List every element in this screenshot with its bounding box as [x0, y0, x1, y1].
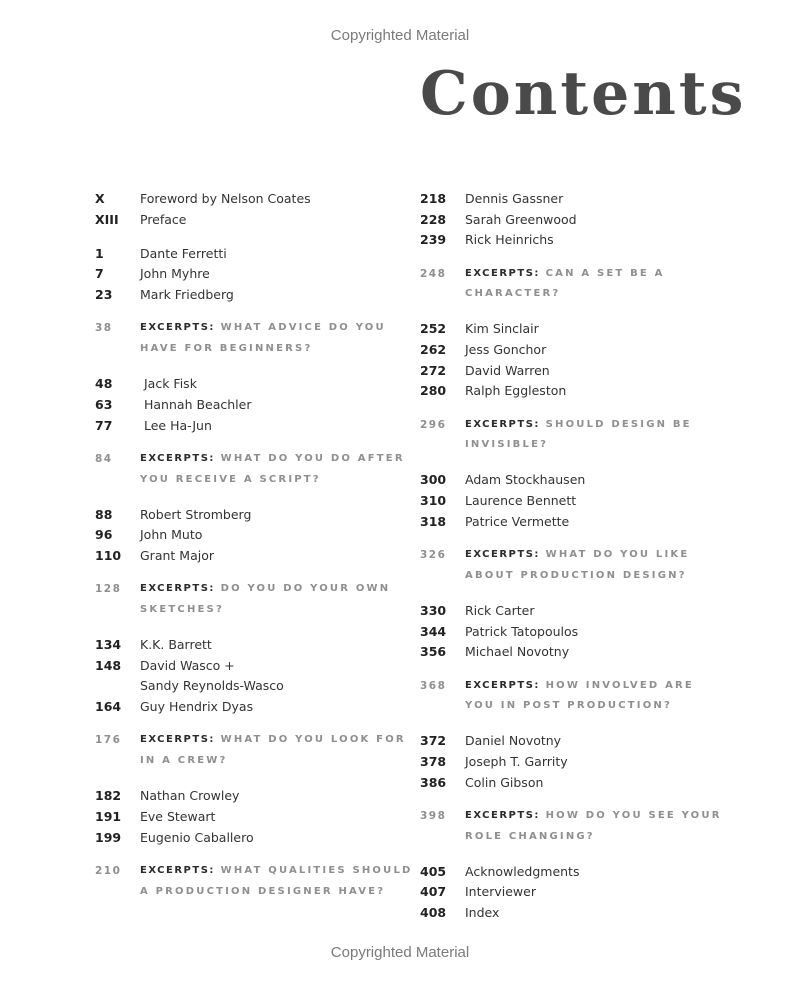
toc-group [95, 785, 405, 847]
entry-title: Foreword by Nelson Coates [140, 190, 311, 206]
toc-entry[interactable] [95, 806, 405, 827]
toc-excerpt[interactable] [420, 676, 720, 717]
entry-title: Preface [140, 211, 187, 227]
page-number: 280 [420, 383, 447, 399]
excerpt-title-line2: INVISIBLE? [465, 439, 549, 451]
toc-entry[interactable] [95, 373, 405, 394]
toc-entry[interactable] [420, 751, 720, 772]
toc-entry[interactable] [95, 827, 405, 848]
entry-title: Robert Stromberg [140, 506, 252, 522]
toc-group [420, 861, 720, 923]
copyright-watermark-bottom: Copyrighted Material [330, 944, 470, 961]
page-number: 96 [95, 527, 113, 543]
entry-title: Joseph T. Garrity [465, 753, 568, 769]
toc-right-column [420, 188, 720, 923]
toc-entry[interactable] [420, 861, 720, 882]
page-number: 344 [420, 623, 447, 639]
toc-group [95, 243, 405, 305]
entry-title: David Wasco + [140, 657, 235, 673]
page-number: 218 [420, 190, 447, 206]
page-number: 191 [95, 808, 122, 824]
entry-title: John Muto [140, 527, 203, 543]
entry-title: Eve Stewart [140, 808, 216, 824]
toc-entry[interactable] [95, 394, 405, 415]
toc-entry[interactable] [95, 634, 405, 655]
page-number: 239 [420, 232, 447, 248]
excerpt-tag: EXCERPTS: [140, 452, 215, 464]
page-number: 368 [420, 679, 447, 692]
entry-title: Mark Friedberg [140, 287, 234, 303]
toc-entry[interactable] [420, 381, 720, 402]
entry-title: Patrick Tatopoulos [465, 623, 579, 639]
toc-entry[interactable] [420, 470, 720, 491]
excerpt-title-line1: WHAT DO YOU LIKE [545, 549, 690, 561]
entry-title: K.K. Barrett [140, 637, 212, 653]
page-number: 262 [420, 341, 447, 357]
excerpt-tag: EXCERPTS: [465, 418, 540, 430]
toc-entry[interactable] [420, 902, 720, 923]
page-number: 210 [95, 864, 122, 877]
excerpt-tag: EXCERPTS: [465, 810, 540, 821]
toc-group [95, 373, 405, 435]
excerpt-title-line1: HOW INVOLVED ARE [545, 679, 694, 691]
excerpt-title-line1: WHAT DO YOU LOOK FOR [220, 734, 406, 746]
entry-title: Interviewer [465, 884, 536, 900]
toc-entry[interactable] [95, 264, 405, 285]
page-number: 7 [95, 266, 104, 282]
page-number: 176 [95, 734, 122, 747]
excerpt-tag: EXCERPTS: [465, 549, 540, 561]
toc-entry[interactable] [95, 676, 405, 697]
excerpt-title-line2: YOU RECEIVE A SCRIPT? [140, 473, 321, 485]
toc-group [420, 730, 720, 792]
toc-group [420, 470, 720, 532]
excerpt-title-line2: ABOUT PRODUCTION DESIGN? [465, 569, 687, 581]
toc-entry[interactable] [95, 655, 405, 676]
entry-title: Dennis Gassner [465, 190, 564, 206]
page-number: 378 [420, 753, 447, 769]
entry-title: Laurence Bennett [465, 493, 577, 509]
page-number: 148 [95, 657, 122, 673]
toc-entry[interactable] [95, 524, 405, 545]
excerpt-title-line1: SHOULD DESIGN BE [545, 418, 692, 430]
toc-excerpt[interactable] [420, 545, 720, 586]
excerpt-tag: EXCERPTS: [465, 267, 540, 279]
page-number: 88 [95, 506, 113, 522]
copyright-watermark-top: Copyrighted Material [330, 27, 470, 44]
page-number: 326 [420, 549, 447, 562]
page-number: 248 [420, 267, 447, 280]
entry-title: Ralph Eggleston [465, 383, 567, 399]
toc-excerpt[interactable] [420, 264, 720, 305]
excerpt-tag: EXCERPTS: [140, 864, 215, 876]
page-number: 405 [420, 863, 447, 879]
toc-entry[interactable] [420, 339, 720, 360]
toc-excerpt[interactable] [95, 730, 405, 771]
page-number: 84 [95, 452, 113, 465]
excerpt-title-line2: IN A CREW? [140, 755, 228, 767]
toc-entry[interactable] [420, 621, 720, 642]
toc-entry[interactable] [420, 511, 720, 532]
toc-excerpt[interactable] [420, 415, 720, 456]
page-number: XIII [95, 211, 119, 227]
page-number: 330 [420, 602, 447, 618]
page-number: 1 [95, 245, 104, 261]
toc-entry[interactable] [420, 641, 720, 662]
toc-entry[interactable] [95, 785, 405, 806]
toc-excerpt[interactable] [95, 861, 413, 902]
toc-group [95, 634, 405, 717]
excerpt-title-line1: WHAT ADVICE DO YOU [220, 322, 386, 334]
excerpt-tag: EXCERPTS: [140, 734, 215, 746]
page-number: 318 [420, 513, 447, 529]
excerpt-title-line2: CHARACTER? [465, 288, 561, 300]
toc-excerpt[interactable] [95, 449, 405, 490]
entry-title: David Warren [465, 362, 550, 378]
entry-title: Daniel Novotny [465, 733, 562, 749]
page-number: 134 [95, 637, 122, 653]
entry-title: Michael Novotny [465, 644, 570, 660]
page-number: 77 [95, 417, 113, 433]
toc-entry[interactable] [420, 490, 720, 511]
entry-title: Sarah Greenwood [465, 211, 577, 227]
page-number: 182 [95, 788, 122, 804]
toc-group [95, 504, 405, 566]
entry-title: Kim Sinclair [465, 321, 539, 337]
entry-title: Rick Carter [465, 602, 535, 618]
entry-title: John Myhre [140, 266, 210, 282]
page-number: 386 [420, 774, 447, 790]
page-number: 228 [420, 211, 447, 227]
toc-entry[interactable] [420, 730, 720, 751]
excerpt-title-line1: WHAT QUALITIES SHOULD [220, 864, 413, 876]
entry-title: Acknowledgments [465, 863, 580, 879]
entry-title: Jack Fisk [144, 376, 197, 392]
page-number: 164 [95, 699, 122, 715]
entry-title: Guy Hendrix Dyas [140, 699, 254, 715]
excerpt-title-line1: DO YOU DO YOUR OWN [220, 583, 391, 595]
excerpt-title-line1: WHAT DO YOU DO AFTER [220, 452, 405, 464]
entry-title: Dante Ferretti [140, 245, 227, 261]
entry-title: Colin Gibson [465, 774, 544, 790]
toc-entry[interactable] [95, 545, 405, 566]
toc-group [420, 188, 720, 250]
toc-entry[interactable] [95, 243, 405, 264]
toc-group [95, 188, 405, 229]
toc-entry[interactable] [420, 209, 720, 230]
page-title: Contents [420, 59, 747, 129]
toc-entry[interactable] [420, 229, 720, 250]
page-number: 296 [420, 418, 447, 431]
page-number: 199 [95, 829, 122, 845]
excerpt-title-line1: HOW DO YOU SEE YOUR [545, 810, 722, 821]
excerpt-title-line2: SKETCHES? [140, 604, 224, 615]
toc-excerpt[interactable] [95, 318, 405, 359]
page-number: 23 [95, 287, 113, 303]
toc-entry[interactable] [95, 415, 405, 436]
toc-group [420, 318, 720, 401]
toc-excerpt[interactable] [420, 806, 720, 847]
entry-title: Rick Heinrichs [465, 232, 554, 248]
toc-group [420, 600, 720, 662]
excerpt-tag: EXCERPTS: [465, 679, 540, 691]
page-number: 398 [420, 810, 447, 822]
excerpt-title-line2: YOU IN POST PRODUCTION? [465, 700, 672, 712]
page-number: 408 [420, 905, 447, 921]
toc-entry[interactable] [420, 188, 720, 209]
entry-title: Lee Ha-Jun [144, 417, 212, 433]
toc-entry[interactable] [95, 188, 405, 209]
page-number: 310 [420, 493, 447, 509]
toc-entry[interactable] [420, 882, 720, 903]
excerpt-tag: EXCERPTS: [140, 322, 215, 334]
entry-title: Grant Major [140, 547, 214, 563]
page-number: 407 [420, 884, 447, 900]
page-number: 372 [420, 733, 447, 749]
page-number: 128 [95, 583, 122, 596]
entry-title: Patrice Vermette [465, 513, 570, 529]
page-number: 356 [420, 644, 447, 660]
excerpt-title-line2: A PRODUCTION DESIGNER HAVE? [140, 885, 386, 897]
toc-entry[interactable] [95, 504, 405, 525]
entry-title: Eugenio Caballero [140, 829, 254, 845]
entry-title: Nathan Crowley [140, 788, 240, 804]
toc-entry[interactable] [420, 360, 720, 381]
page-number: 252 [420, 321, 447, 337]
entry-title: Index [465, 905, 500, 921]
page-number: 63 [95, 396, 113, 412]
page-number: 48 [95, 376, 113, 392]
toc-left-column [95, 188, 413, 902]
toc-entry[interactable] [420, 318, 720, 339]
page-number: 38 [95, 322, 113, 335]
excerpt-title-line2: ROLE CHANGING? [465, 830, 595, 842]
entry-title: Sandy Reynolds-Wasco [140, 678, 284, 694]
excerpt-tag: EXCERPTS: [140, 583, 215, 595]
toc-entry[interactable] [95, 284, 405, 305]
excerpt-title-line1: CAN A SET BE A [545, 267, 665, 279]
toc-entry[interactable] [95, 209, 405, 230]
excerpt-title-line2: HAVE FOR BEGINNERS? [140, 343, 313, 355]
entry-title: Adam Stockhausen [465, 472, 586, 488]
toc-entry[interactable] [95, 696, 405, 717]
page-number: 300 [420, 472, 447, 488]
toc-excerpt[interactable] [95, 579, 405, 620]
toc-entry[interactable] [420, 600, 720, 621]
entry-title: Hannah Beachler [144, 396, 252, 412]
page-number: 110 [95, 547, 122, 563]
page-number: 272 [420, 362, 447, 378]
toc-entry[interactable] [420, 772, 720, 793]
entry-title: Jess Gonchor [465, 341, 547, 357]
page-number: X [95, 190, 105, 206]
